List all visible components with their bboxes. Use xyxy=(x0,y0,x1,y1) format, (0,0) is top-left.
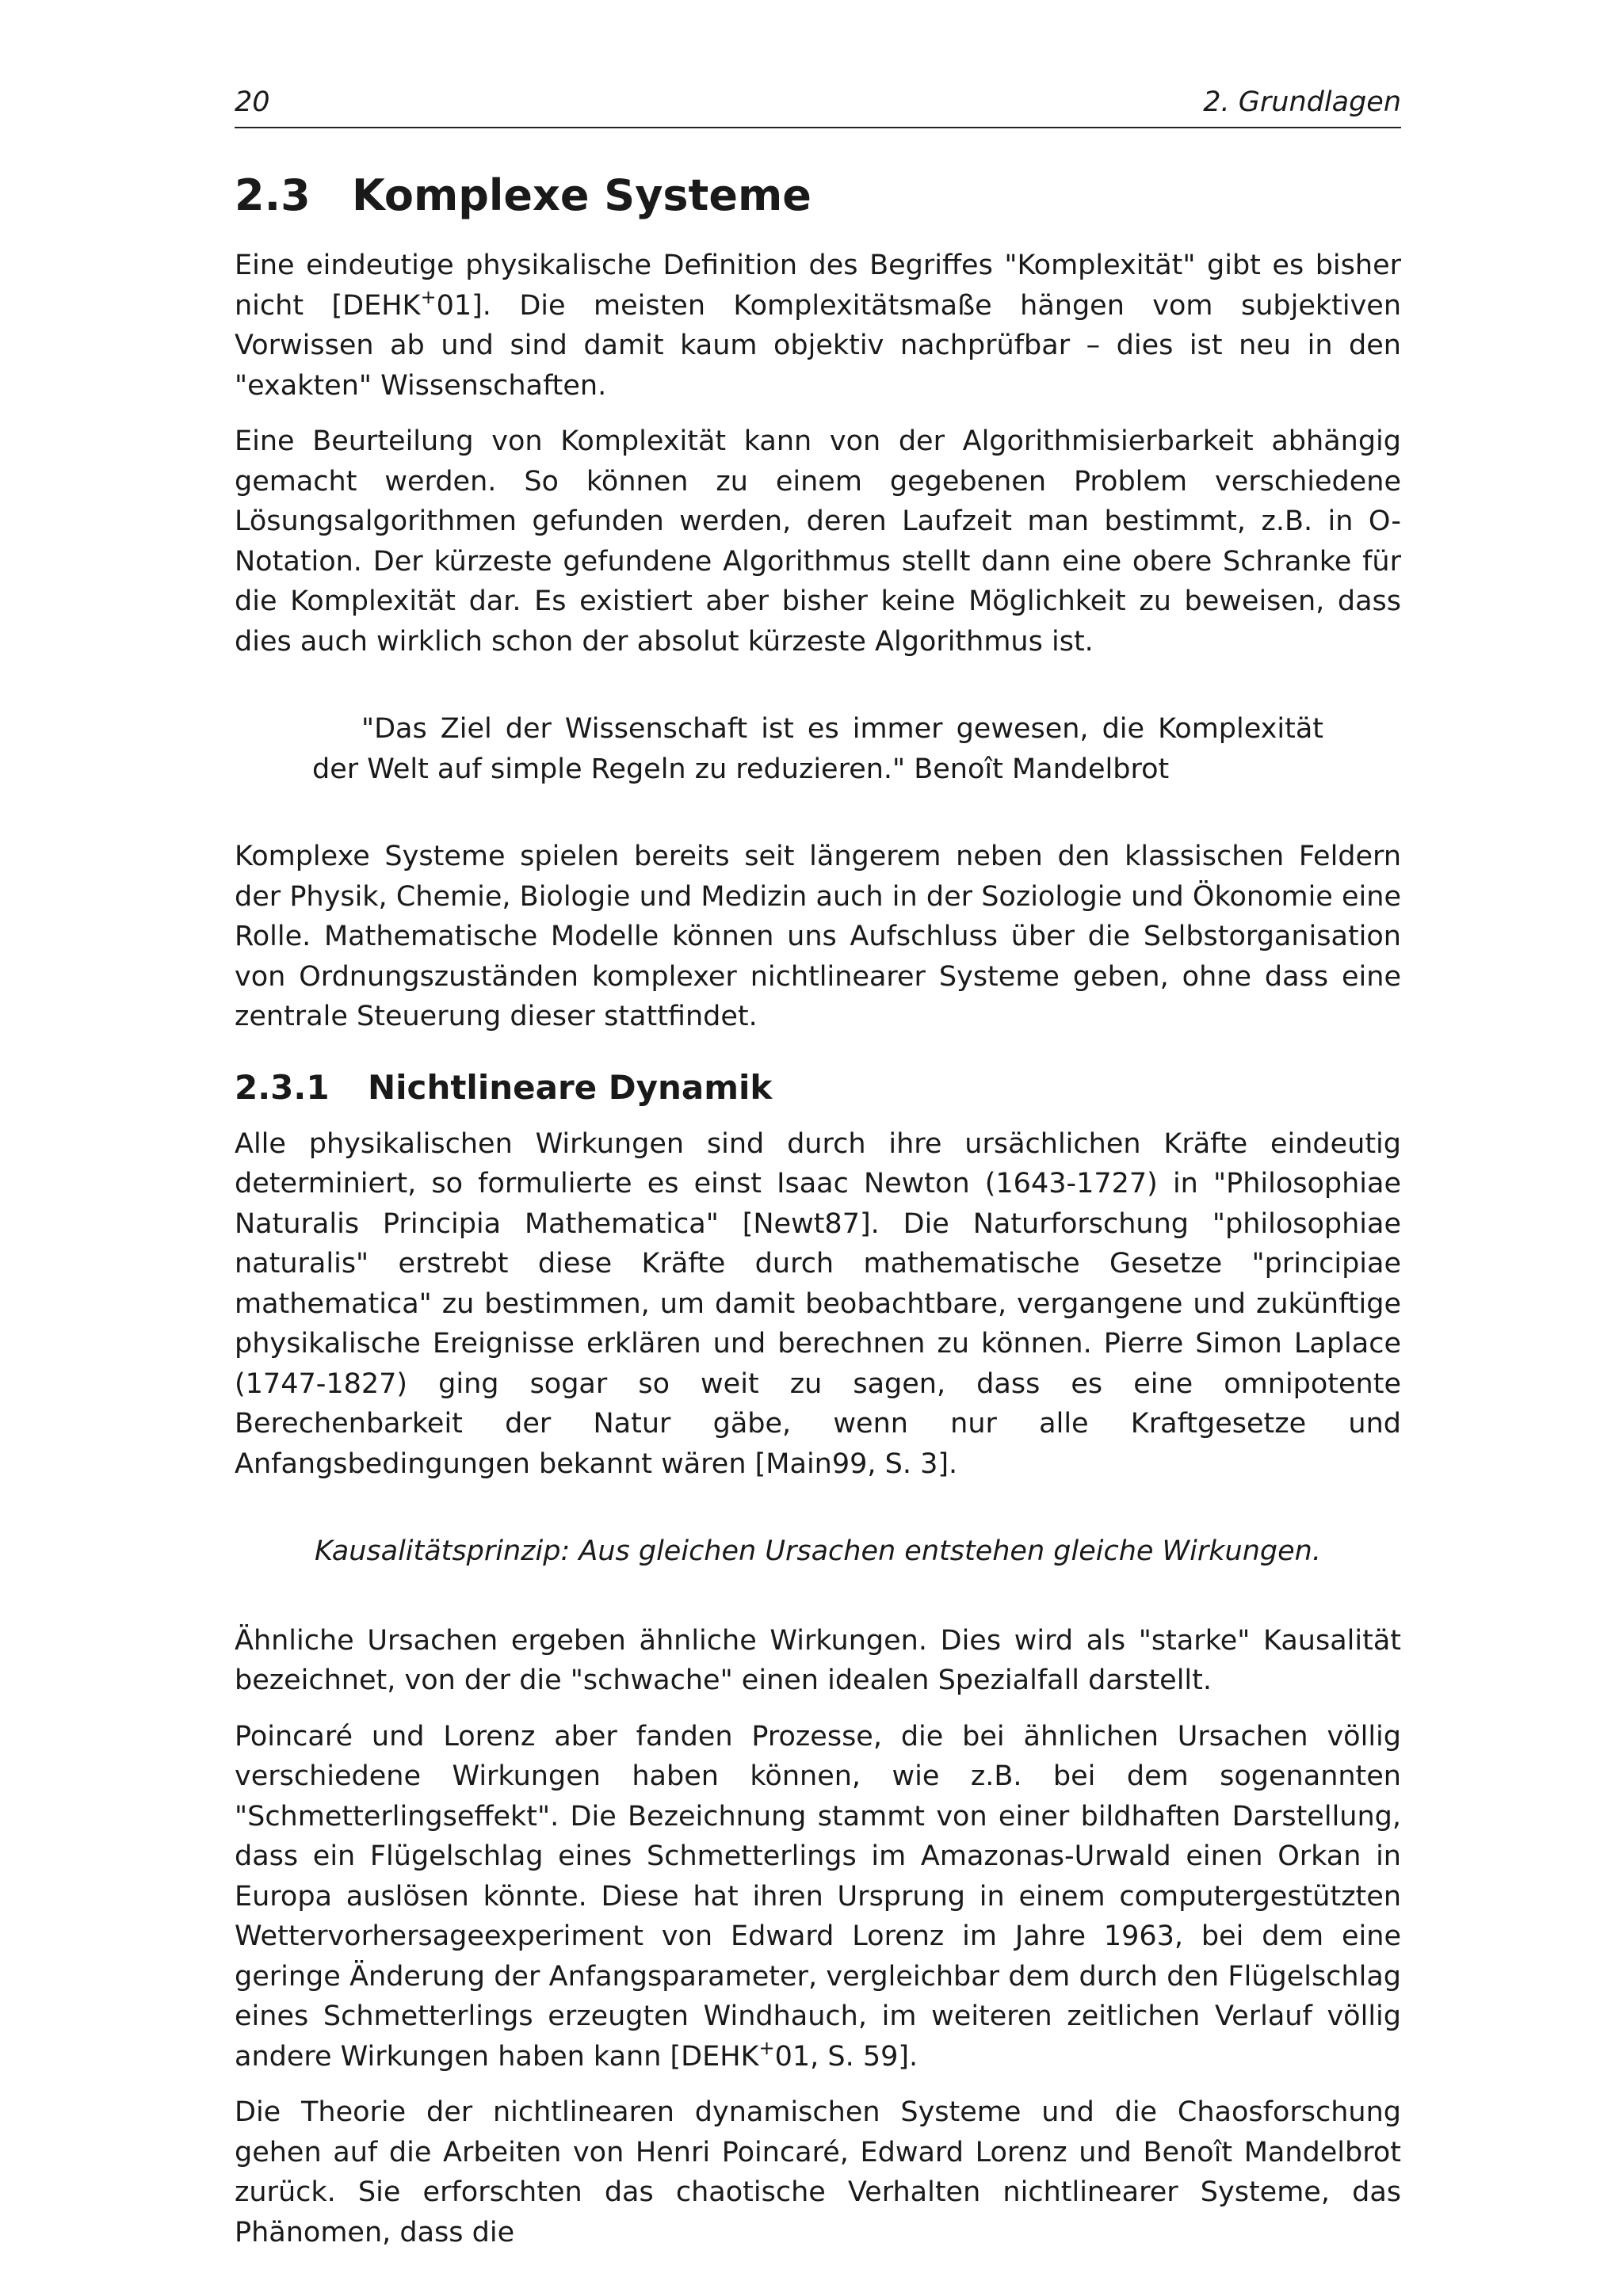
paragraph-4: Alle physikalischen Wirkungen sind durch ihre ursächlichen Kräfte eindeutig determiniert, so formulierte es einst Isaac Newton (1643-1727) in "Philosophiae Naturalis Principia Mathematica" [Newt87]. Die Naturforschung "philosophiae naturalis" erstrebt diese Kräfte durch mathematische Gesetze "principiae mathematica" zu bestimmen, um damit beobachtbare, vergangene und zukünftige physikalische Ereignisse erklären und berechnen zu können. Pierre Simon Laplace (1747-1827) ging sogar so weit zu sagen, dass es eine omnipotente Berechenbarkeit der Natur gäbe, wenn nur alle Kraftgesetze und Anfangsbedingungen bekannt wären [Main99, S. 3]. xyxy=(235,1127,1401,1480)
paragraph-1 xyxy=(235,246,1401,406)
paragraph-5: Ähnliche Ursachen ergeben ähnliche Wirkungen. Dies wird als "starke" Kausalität bezeichnet, von der die "schwache" einen idealen Spezialfall darstellt. xyxy=(235,1624,1401,1696)
page-number: 20 xyxy=(235,86,270,118)
section-title: Komplexe Systeme xyxy=(352,170,812,220)
paragraph-2: Eine Beurteilung von Komplexität kann von der Algorithmisierbarkeit abhängig gemacht werden. So können zu einem gegebenen Problem verschiedene Lösungsalgorithmen gefunden werden, deren Laufzeit man bestimmt, z.B. in O-Notation. Der kürzeste gefundene Algorithmus stellt dann eine obere Schranke für die Komplexität dar. Es existiert aber bisher keine Möglichkeit zu beweisen, dass dies auch wirklich schon der absolut kürzeste Algorithmus ist. xyxy=(235,425,1401,658)
subsection-heading xyxy=(235,1066,1401,1110)
paragraph-6-part-a: Poincaré und Lorenz aber fanden Prozesse, die bei ähnlichen Ursachen völlig verschiedene Wirkungen haben können, wie z.B. bei dem sogenannten "Schmetterlingseffekt". Die Bezeichnung stammt von einer bildhaften Darstellung, dass ein Flügelschlag eines Schmetterlings im Amazonas-Urwald einen Orkan in Europa auslösen könnte. Diese hat ihren Ursprung in einem computergestützten Wettervorhersageexperiment von Edward Lorenz im Jahre 1963, bei dem eine geringe Änderung der Anfangsparameter, vergleichbar dem durch den Flügelschlag eines Schmetterlings erzeugten Windhauch, im weiteren zeitlichen Verlauf völlig andere Wirkungen haben kann [DEHK xyxy=(235,1720,1401,2073)
citation-superscript: + xyxy=(420,285,437,308)
paragraph-7: Die Theorie der nichtlinearen dynamischen Systeme und die Chaosforschung gehen auf die Arbeiten von Henri Poincaré, Edward Lorenz und Benoît Mandelbrot zurück. Sie erforschten das chaotische Verhalten nichtlinearer Systeme, das Phänomen, dass die xyxy=(235,2096,1401,2248)
citation-superscript: + xyxy=(758,2036,775,2059)
paragraph-1-part-a: Eine eindeutige physikalische Definition des Begriffes "Komplexität" gibt es bisher nicht [DEHK xyxy=(235,250,1401,322)
running-header xyxy=(235,79,1401,128)
subsection-number: 2.3.1 xyxy=(235,1067,330,1107)
subsection-title: Nichtlineare Dynamik xyxy=(368,1067,773,1107)
paragraph-6-part-b: 01, S. 59]. xyxy=(774,2040,918,2073)
document-page xyxy=(235,79,1401,2268)
mandelbrot-quote: "Das Ziel der Wissenschaft ist es immer gewesen, die Komplexität der Welt auf simple Regeln zu reduzieren." Benoît Mandelbrot xyxy=(312,713,1323,785)
paragraph-1-part-b: 01]. Die meisten Komplexitätsmaße hängen vom subjektiven Vorwissen ab und sind damit kaum objektiv nachprüfbar – dies ist neu in den "exakten" Wissenschaften. xyxy=(235,289,1401,402)
causality-principle: Kausalitätsprinzip: Aus gleichen Ursachen entstehen gleiche Wirkungen. xyxy=(315,1535,1321,1567)
section-number: 2.3 xyxy=(235,170,311,220)
section-heading xyxy=(235,170,1401,222)
chapter-title: 2. Grundlagen xyxy=(1203,86,1401,118)
paragraph-6 xyxy=(235,1717,1401,2077)
paragraph-3: Komplexe Systeme spielen bereits seit längerem neben den klassischen Feldern der Physik, Chemie, Biologie und Medizin auch in der Soziologie und Ökonomie eine Rolle. Mathematische Modelle können uns Aufschluss über die Selbstorganisation von Ordnungszuständen komplexer nichtlinearer Systeme geben, ohne dass eine zentrale Steuerung dieser stattfindet. xyxy=(235,841,1401,1032)
